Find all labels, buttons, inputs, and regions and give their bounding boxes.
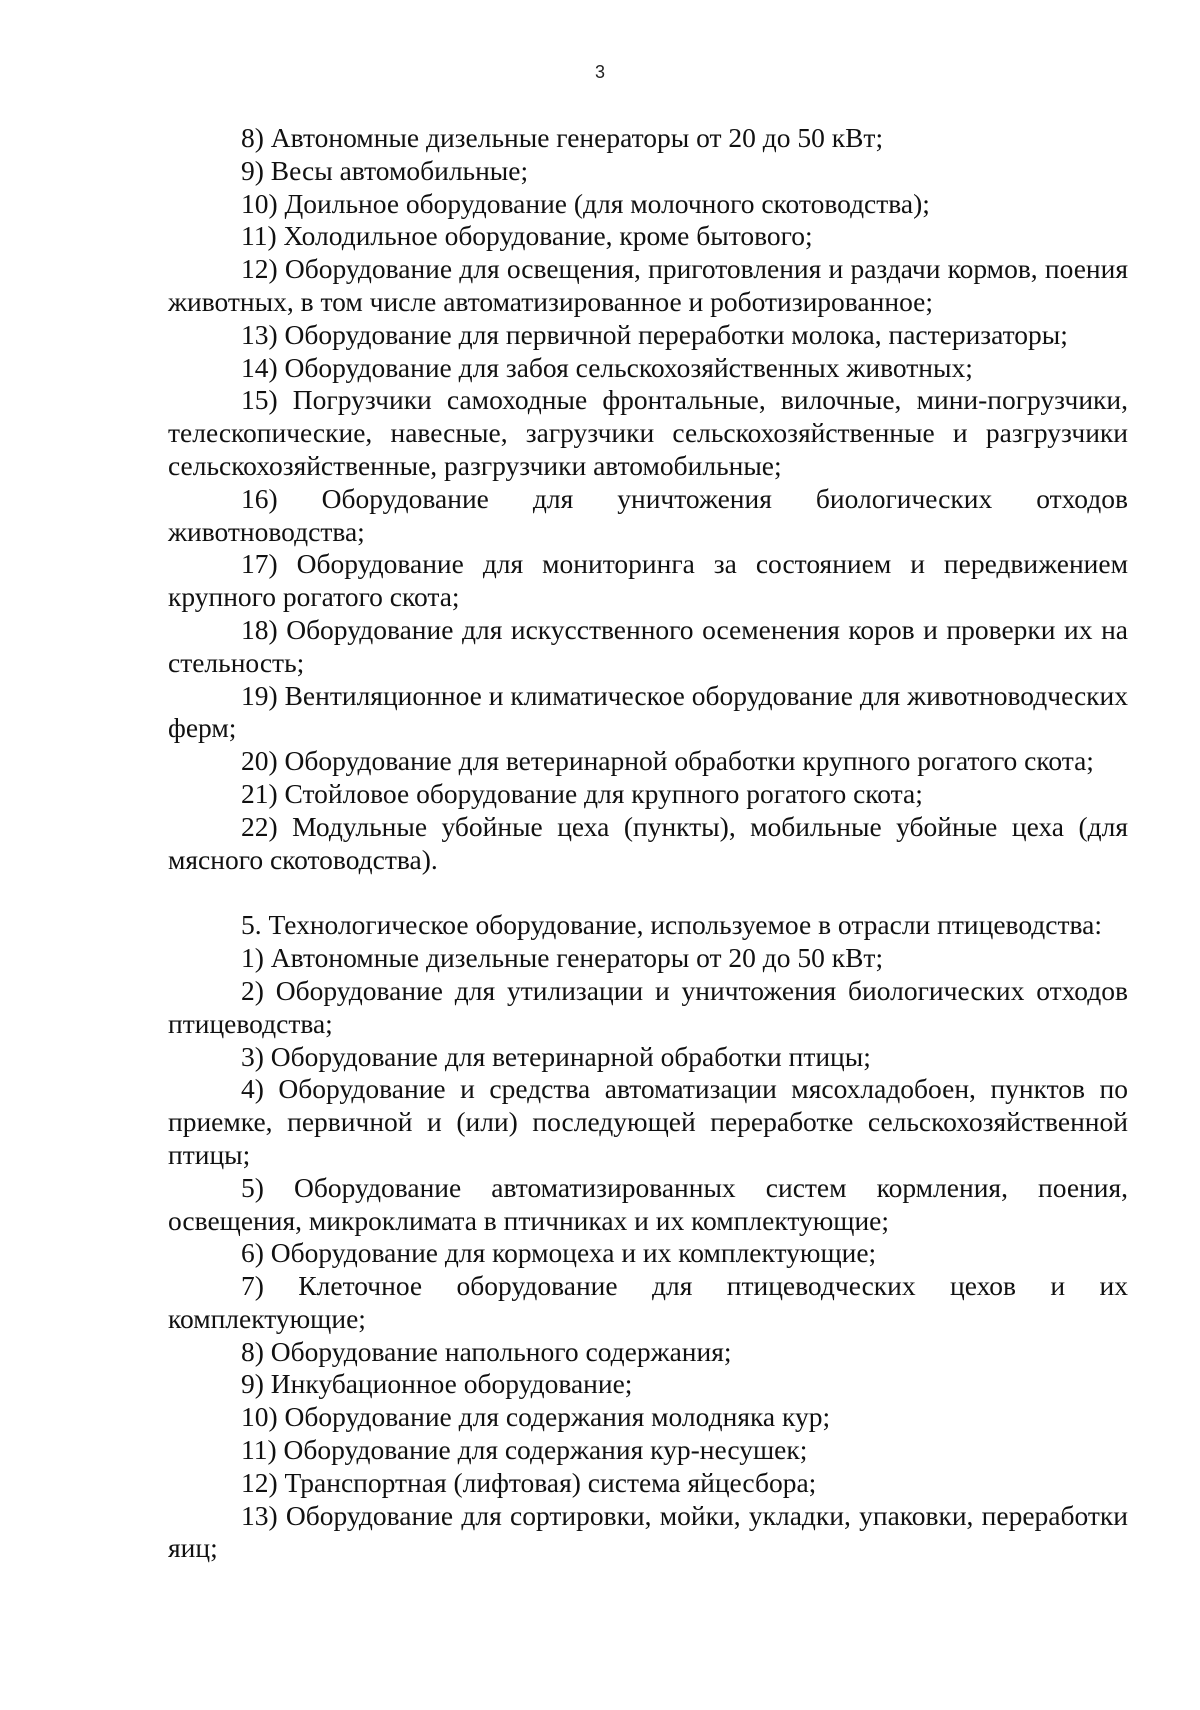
list-item: 11) Холодильное оборудование, кроме бытового; (241, 220, 813, 252)
list-item: 9) Весы автомобильные; (241, 154, 529, 186)
list-item: 18) Оборудование для искусственного осеменения коров и проверки их на стельность; (168, 613, 1128, 678)
list-item: 12) Оборудование для освещения, приготовления и раздачи кормов, поения животных, в том числе автоматизированное и роботизированное; (168, 253, 1128, 317)
list-item: 17) Оборудование для мониторинга за состоянием и передвижением крупного рогатого скота; (168, 548, 1128, 613)
list-item: 10) Доильное оборудование (для молочного скотоводства); (241, 187, 930, 219)
list-item: 9) Инкубационное оборудование; (241, 1368, 633, 1400)
list-item: 19) Вентиляционное и климатическое оборудование для животноводческих ферм; (168, 679, 1128, 744)
list-item: 13) Оборудование для первичной переработки молока, пастеризаторы; (241, 318, 1068, 350)
list-item: 13) Оборудование для сортировки, мойки, укладки, упаковки, переработки яиц; (168, 1499, 1128, 1564)
list-item: 7) Клеточное оборудование для птицеводческих цехов и их комплектующие; (168, 1270, 1128, 1334)
page-number: 3 (594, 62, 605, 82)
list-item: 10) Оборудование для содержания молодняка кур; (241, 1401, 831, 1433)
document-body (168, 122, 1128, 1565)
list-item: 11) Оборудование для содержания кур-несушек; (241, 1434, 808, 1466)
list-item: 1) Автономные дизельные генераторы от 20 до 50 кВт; (241, 942, 884, 974)
list-item: 14) Оборудование для забоя сельскохозяйственных животных; (241, 351, 973, 383)
list-item: 4) Оборудование и средства автоматизации мясохладобоен, пунктов по приемке, первичной и (или) последующей переработке сельскохозяйственной птицы; (168, 1073, 1128, 1170)
list-item: 15) Погрузчики самоходные фронтальные, вилочные, мини-погрузчики, телескопические, навесные, загрузчики сельскохозяйственные и разгрузчики сельскохозяйственные, разгрузчики автомобильные; (168, 384, 1128, 481)
list-item: 6) Оборудование для кормоцеха и их комплектующие; (241, 1237, 877, 1269)
list-item: 5) Оборудование автоматизированных систем кормления, поения, освещения, микроклимата в птичниках и их комплектующие; (168, 1171, 1128, 1236)
list-item: 21) Стойловое оборудование для крупного рогатого скота; (241, 777, 923, 809)
list-item: 8) Оборудование напольного содержания; (241, 1335, 732, 1367)
list-item: 12) Транспортная (лифтовая) система яйцесбора; (241, 1466, 817, 1498)
list-item: 3) Оборудование для ветеринарной обработки птицы; (241, 1040, 871, 1072)
list-item: 16) Оборудование для уничтожения биологических отходов животноводства; (168, 482, 1128, 547)
section-heading: 5. Технологическое оборудование, используемое в отрасли птицеводства: (241, 909, 1102, 941)
list-item: 8) Автономные дизельные генераторы от 20 до 50 кВт; (241, 122, 884, 153)
list-item: 22) Модульные убойные цеха (пункты), мобильные убойные цеха (для мясного скотоводства). (168, 810, 1128, 875)
list-item: 20) Оборудование для ветеринарной обработки крупного рогатого скота; (241, 745, 1094, 777)
list-item: 2) Оборудование для утилизации и уничтожения биологических отходов птицеводства; (168, 974, 1128, 1039)
